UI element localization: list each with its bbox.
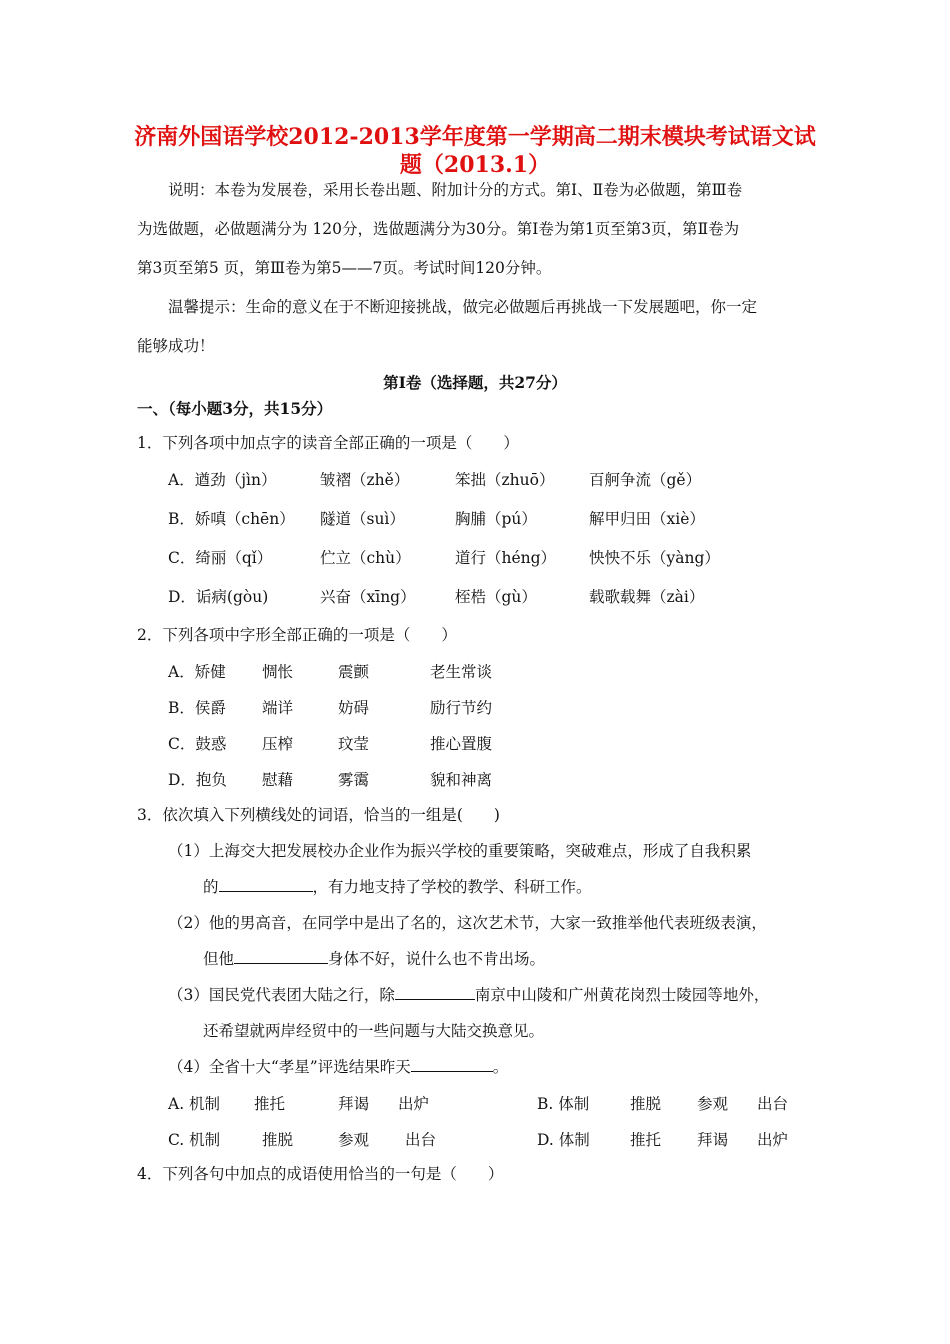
- q3-option-c-2: 推脱: [262, 1131, 294, 1149]
- question-4-stem: 4．下列各句中加点的成语使用恰当的一句是（ ）: [137, 1165, 504, 1183]
- intro-line-2: 为选做题，必做题满分为 120分，选做题满分为30分。第Ⅰ卷为第1页至第3页，第Ⅱ卷为: [137, 220, 740, 238]
- q3-option-d-2: 推托: [630, 1131, 662, 1149]
- q1-option-d-4: 载歌载舞（zài）: [589, 588, 705, 606]
- q1-option-a-1: A．遒劲（jìn）: [168, 471, 277, 489]
- q2-option-b-2: 端详: [262, 699, 294, 717]
- question-3-stem: 3．依次填入下列横线处的词语，恰当的一组是( ): [137, 806, 500, 824]
- q3-option-b-1: B. 体制: [537, 1095, 590, 1113]
- q1-option-c-2: 伫立（chù）: [320, 549, 411, 567]
- q3-option-c-1: C. 机制: [168, 1131, 221, 1149]
- q1-option-b-2: 隧道（suì）: [320, 510, 405, 528]
- q3-option-d-4: 出炉: [757, 1131, 789, 1149]
- q2-option-c-1: C．鼓惑: [168, 735, 227, 753]
- q1-option-a-4: 百舸争流（gě）: [589, 471, 702, 489]
- q1-option-c-1: C．绮丽（qǐ）: [168, 549, 273, 567]
- q2-option-a-3: 震颤: [338, 663, 370, 681]
- q1-option-b-1: B．娇嗔（chēn）: [168, 510, 295, 528]
- q2-option-b-1: B．侯爵: [168, 699, 226, 717]
- q2-option-d-1: D．抱负: [168, 771, 227, 789]
- q3-option-a-4: 出炉: [398, 1095, 430, 1113]
- q2-option-c-2: 压榨: [262, 735, 294, 753]
- q2-option-a-4: 老生常谈: [430, 663, 493, 681]
- q3-sentence-4-post: 。: [492, 1058, 509, 1076]
- q3-option-c-4: 出台: [405, 1131, 437, 1149]
- q3-sentence-4: [168, 1056, 508, 1078]
- q3-blank-3[interactable]: [395, 985, 475, 1000]
- q2-option-a-2: 惆怅: [262, 663, 294, 681]
- q1-option-b-4: 解甲归田（xiè）: [589, 510, 705, 528]
- q3-option-b-4: 出台: [757, 1095, 789, 1113]
- question-1-stem: 1．下列各项中加点字的读音全部正确的一项是（ ）: [137, 434, 519, 452]
- q1-option-c-3: 道行（héng）: [455, 549, 557, 567]
- q3-option-b-3: 参观: [697, 1095, 729, 1113]
- q1-option-c-4: 怏怏不乐（yàng）: [589, 549, 720, 567]
- q2-option-b-4: 励行节约: [430, 699, 493, 717]
- tip-line-2: 能够成功！: [137, 337, 215, 355]
- q3-sentence-3b: 还希望就两岸经贸中的一些问题与大陆交换意见。: [203, 1022, 545, 1040]
- q3-option-b-2: 推脱: [630, 1095, 662, 1113]
- q3-sentence-1b-pre: 的: [203, 878, 219, 896]
- part-one-heading: 一、（每小题3分，共15分）: [137, 399, 333, 418]
- q1-option-a-3: 笨拙（zhuō）: [455, 471, 555, 489]
- q3-sentence-1b-post: ，有力地支持了学校的教学、科研工作。: [312, 878, 592, 896]
- q2-option-c-4: 推心置腹: [430, 735, 493, 753]
- intro-line-1: 说明：本卷为发展卷，采用长卷出题、附加计分的方式。第Ⅰ、Ⅱ卷为必做题，第Ⅲ卷: [168, 181, 743, 199]
- q3-blank-2[interactable]: [234, 949, 328, 964]
- q3-sentence-2b-post: 身体不好，说什么也不肯出场。: [328, 950, 546, 968]
- q1-option-d-3: 桎梏（gù）: [455, 588, 537, 606]
- q3-option-d-3: 拜谒: [697, 1131, 729, 1149]
- q3-sentence-2a: （2）他的男高音，在同学中是出了名的，这次艺术节，大家一致推举他代表班级表演，: [168, 914, 767, 932]
- q3-option-a-2: 推托: [254, 1095, 286, 1113]
- q3-sentence-3a-post: 南京中山陵和广州黄花岗烈士陵园等地外，: [474, 986, 770, 1004]
- q3-sentence-3a-pre: （3）国民党代表团大陆之行，除: [168, 986, 395, 1004]
- q1-option-d-1: D．诟病(gòu): [168, 588, 269, 606]
- q3-sentence-3a: [168, 984, 769, 1006]
- q3-sentence-2b: [203, 948, 545, 970]
- q2-option-d-3: 雾霭: [338, 771, 370, 789]
- q3-sentence-1a: （1）上海交大把发展校办企业作为振兴学校的重要策略，突破难点，形成了自我积累: [168, 842, 752, 860]
- exam-title-line-2: 题（2013.1）: [399, 152, 551, 178]
- q1-option-a-2: 皱褶（zhě）: [320, 471, 410, 489]
- section-title: 第Ⅰ卷（选择题，共27分）: [383, 373, 567, 392]
- q3-blank-4[interactable]: [411, 1057, 493, 1072]
- q2-option-d-4: 貌和神离: [430, 771, 493, 789]
- q3-option-c-3: 参观: [338, 1131, 370, 1149]
- q2-option-d-2: 慰藉: [262, 771, 294, 789]
- q2-option-b-3: 妨碍: [338, 699, 370, 717]
- exam-title-line-1: 济南外国语学校2012-2013学年度第一学期高二期末模块考试语文试: [134, 124, 816, 150]
- q3-sentence-4-pre: （4）全省十大“孝星”评选结果昨天: [168, 1058, 411, 1076]
- q2-option-a-1: A．矫健: [168, 663, 226, 681]
- q3-sentence-2b-pre: 但他: [203, 950, 235, 968]
- q3-sentence-1b: [203, 876, 592, 898]
- question-2-stem: 2．下列各项中字形全部正确的一项是（ ）: [137, 626, 457, 644]
- q3-option-a-3: 拜谒: [338, 1095, 370, 1113]
- q2-option-c-3: 玟莹: [338, 735, 370, 753]
- q3-option-a-1: A. 机制: [168, 1095, 221, 1113]
- q1-option-d-2: 兴奋（xīng）: [320, 588, 416, 606]
- q3-option-d-1: D. 体制: [537, 1131, 590, 1149]
- q1-option-b-3: 胸脯（pú）: [455, 510, 537, 528]
- intro-line-3: 第3页至第5 页，第Ⅲ卷为第5——7页。考试时间120分钟。: [137, 259, 552, 277]
- tip-line-1: 温馨提示：生命的意义在于不断迎接挑战，做完必做题后再挑战一下发展题吧，你一定: [168, 298, 758, 316]
- q3-blank-1[interactable]: [219, 877, 313, 892]
